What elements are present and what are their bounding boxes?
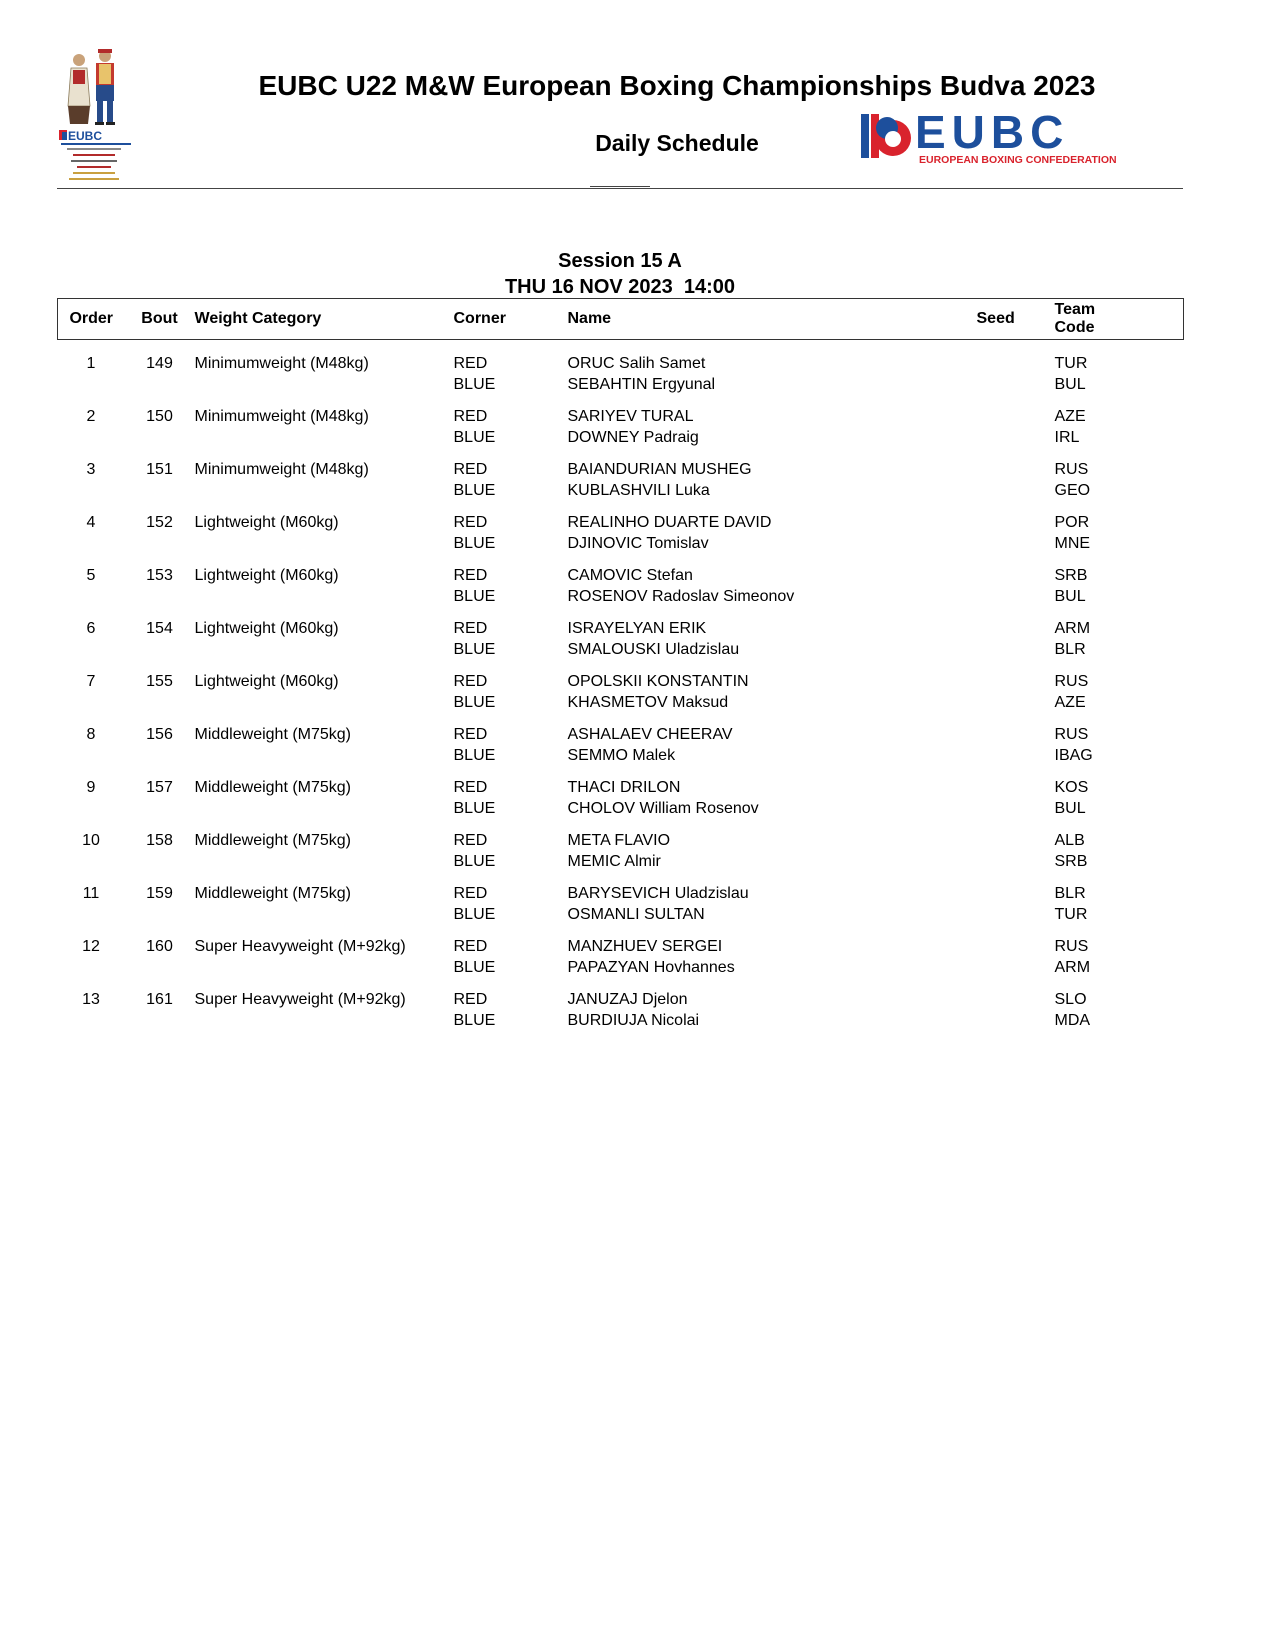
blue-corner-label: BLUE: [453, 588, 496, 605]
bout-cell: 152: [146, 514, 173, 531]
page-title: EUBC U22 M&W European Boxing Championships Budva 2023: [258, 70, 1096, 101]
name-cell: [568, 989, 977, 1042]
order-cell: 12: [82, 938, 100, 955]
blue-team-code: AZE: [1054, 694, 1086, 711]
blue-team-code: ARM: [1054, 959, 1091, 976]
corner-cell: [454, 512, 568, 565]
red-boxer-name: BAIANDURIAN MUSHEG: [567, 461, 752, 478]
order-cell: 1: [86, 355, 96, 372]
red-team-code: RUS: [1054, 461, 1089, 478]
order-cell: 6: [86, 620, 96, 637]
red-corner-label: RED: [453, 673, 488, 690]
weight-category-cell: Super Heavyweight (M+92kg): [194, 938, 406, 955]
column-header-team-line2: Code: [1054, 319, 1095, 336]
seed-cell: [977, 724, 1055, 777]
order-cell: 9: [86, 779, 96, 796]
blue-team-code: SRB: [1054, 853, 1088, 870]
red-team-code: ALB: [1054, 832, 1085, 849]
red-boxer-name: JANUZAJ Djelon: [567, 991, 688, 1008]
table-row: [58, 618, 1184, 671]
header-divider: [57, 188, 1183, 189]
column-header-team-code: [1055, 299, 1184, 340]
blue-boxer-name: DJINOVIC Tomislav: [567, 535, 709, 552]
seed-cell: [977, 406, 1055, 459]
column-header-order: Order: [58, 299, 125, 340]
column-header-seed: Seed: [977, 299, 1055, 340]
name-cell: [568, 565, 977, 618]
red-boxer-name: ORUC Salih Samet: [567, 355, 706, 372]
seed-cell: [977, 512, 1055, 565]
order-cell: 13: [82, 991, 100, 1008]
team-code-cell: [1055, 777, 1184, 830]
bout-cell: 161: [146, 991, 173, 1008]
corner-cell: [454, 883, 568, 936]
bout-cell: 151: [146, 461, 173, 478]
seed-cell: [977, 777, 1055, 830]
team-code-cell: [1055, 883, 1184, 936]
table-row: [58, 671, 1184, 724]
table-spacer: [58, 340, 1184, 354]
blue-corner-label: BLUE: [453, 694, 496, 711]
table-row: [58, 565, 1184, 618]
seed-cell: [977, 459, 1055, 512]
team-code-cell: [1055, 989, 1184, 1042]
table-row: [58, 459, 1184, 512]
red-boxer-name: THACI DRILON: [567, 779, 681, 796]
team-code-cell: [1055, 512, 1184, 565]
table-row: [58, 406, 1184, 459]
weight-category-cell: Minimumweight (M48kg): [194, 355, 369, 372]
eubc-logo-tagline: EUROPEAN BOXING CONFEDERATION: [919, 154, 1117, 166]
order-cell: 4: [86, 514, 96, 531]
team-code-cell: [1055, 936, 1184, 989]
name-cell: [568, 830, 977, 883]
seed-cell: [977, 883, 1055, 936]
column-header-name: Name: [568, 299, 977, 340]
order-cell: 8: [86, 726, 96, 743]
corner-cell: [454, 459, 568, 512]
name-cell: [568, 406, 977, 459]
corner-cell: [454, 565, 568, 618]
red-team-code: RUS: [1054, 938, 1089, 955]
corner-cell: [454, 936, 568, 989]
red-boxer-name: MANZHUEV SERGEI: [567, 938, 723, 955]
order-cell: 3: [86, 461, 96, 478]
name-cell: [568, 777, 977, 830]
team-code-cell: [1055, 830, 1184, 883]
bout-cell: 149: [146, 355, 173, 372]
red-boxer-name: ISRAYELYAN ERIK: [567, 620, 707, 637]
corner-cell: [454, 618, 568, 671]
red-corner-label: RED: [453, 514, 488, 531]
blue-team-code: BLR: [1054, 641, 1086, 658]
weight-category-cell: Middleweight (M75kg): [194, 779, 352, 796]
red-corner-label: RED: [453, 567, 488, 584]
blue-team-code: MNE: [1054, 535, 1091, 552]
corner-cell: [454, 830, 568, 883]
name-cell: [568, 671, 977, 724]
bout-cell: 159: [146, 885, 173, 902]
page-subtitle: Daily Schedule: [595, 130, 759, 156]
blue-team-code: IRL: [1054, 429, 1080, 446]
order-cell: 2: [86, 408, 96, 425]
red-corner-label: RED: [453, 461, 488, 478]
column-header-weight-category: Weight Category: [195, 299, 454, 340]
blue-boxer-name: CHOLOV William Rosenov: [567, 800, 759, 817]
red-team-code: POR: [1054, 514, 1090, 531]
red-boxer-name: BARYSEVICH Uladzislau: [567, 885, 749, 902]
corner-cell: [454, 671, 568, 724]
team-code-cell: [1055, 724, 1184, 777]
blue-boxer-name: MEMIC Almir: [567, 853, 661, 870]
seed-cell: [977, 830, 1055, 883]
blue-corner-label: BLUE: [453, 641, 496, 658]
corner-cell: [454, 353, 568, 406]
order-cell: 11: [82, 885, 100, 902]
blue-boxer-name: KUBLASHVILI Luka: [567, 482, 710, 499]
table-row: [58, 777, 1184, 830]
red-corner-label: RED: [453, 408, 488, 425]
blue-team-code: BUL: [1054, 376, 1086, 393]
red-team-code: TUR: [1054, 355, 1088, 372]
weight-category-cell: Minimumweight (M48kg): [194, 408, 369, 425]
red-boxer-name: CAMOVIC Stefan: [567, 567, 693, 584]
red-boxer-name: OPOLSKII KONSTANTIN: [567, 673, 749, 690]
blue-corner-label: BLUE: [453, 376, 496, 393]
bout-cell: 154: [146, 620, 173, 637]
eubc-logo-wordmark: EUBC: [915, 108, 1070, 158]
seed-cell: [977, 618, 1055, 671]
red-corner-label: RED: [453, 620, 488, 637]
blue-boxer-name: SMALOUSKI Uladzislau: [567, 641, 740, 658]
session-heading: [57, 248, 1183, 300]
corner-cell: [454, 777, 568, 830]
seed-cell: [977, 353, 1055, 406]
blue-corner-label: BLUE: [453, 535, 496, 552]
corner-cell: [454, 989, 568, 1042]
order-cell: 5: [86, 567, 96, 584]
blue-team-code: TUR: [1054, 906, 1088, 923]
corner-cell: [454, 724, 568, 777]
red-corner-label: RED: [453, 832, 488, 849]
header-divider-tick: [590, 186, 650, 187]
seed-cell: [977, 989, 1055, 1042]
blue-corner-label: BLUE: [453, 853, 496, 870]
bout-cell: 153: [146, 567, 173, 584]
team-code-cell: [1055, 353, 1184, 406]
blue-team-code: BUL: [1054, 588, 1086, 605]
red-corner-label: RED: [453, 991, 488, 1008]
weight-category-cell: Middleweight (M75kg): [194, 885, 352, 902]
event-logo-wordmark: EUBC: [68, 129, 103, 143]
red-boxer-name: META FLAVIO: [567, 832, 671, 849]
weight-category-cell: Middleweight (M75kg): [194, 726, 352, 743]
session-datetime: THU 16 NOV 2023 14:00: [504, 276, 736, 298]
table-row: [58, 830, 1184, 883]
column-header-bout: Bout: [125, 299, 195, 340]
name-cell: [568, 936, 977, 989]
bout-cell: 160: [146, 938, 173, 955]
red-team-code: RUS: [1054, 726, 1089, 743]
weight-category-cell: Lightweight (M60kg): [194, 514, 339, 531]
red-corner-label: RED: [453, 938, 488, 955]
seed-cell: [977, 671, 1055, 724]
bout-cell: 156: [146, 726, 173, 743]
table-row: [58, 883, 1184, 936]
table-row: [58, 512, 1184, 565]
schedule-body: [58, 340, 1184, 1043]
weight-category-cell: Lightweight (M60kg): [194, 567, 339, 584]
blue-corner-label: BLUE: [453, 482, 496, 499]
blue-boxer-name: BURDIUJA Nicolai: [567, 1012, 700, 1029]
red-team-code: SLO: [1054, 991, 1087, 1008]
blue-boxer-name: ROSENOV Radoslav Simeonov: [567, 588, 795, 605]
order-cell: 10: [82, 832, 100, 849]
blue-boxer-name: KHASMETOV Maksud: [567, 694, 729, 711]
blue-team-code: BUL: [1054, 800, 1086, 817]
name-cell: [568, 724, 977, 777]
red-team-code: KOS: [1054, 779, 1089, 796]
bout-cell: 157: [146, 779, 173, 796]
red-team-code: ARM: [1054, 620, 1091, 637]
weight-category-cell: Super Heavyweight (M+92kg): [194, 991, 406, 1008]
table-row: [58, 724, 1184, 777]
bout-cell: 150: [146, 408, 173, 425]
blue-corner-label: BLUE: [453, 429, 496, 446]
schedule-table: [57, 298, 1184, 1042]
name-cell: [568, 883, 977, 936]
weight-category-cell: Lightweight (M60kg): [194, 673, 339, 690]
blue-boxer-name: DOWNEY Padraig: [567, 429, 699, 446]
blue-corner-label: BLUE: [453, 747, 496, 764]
blue-boxer-name: SEMMO Malek: [567, 747, 676, 764]
column-header-corner: Corner: [454, 299, 568, 340]
event-logo: [57, 46, 139, 186]
name-cell: [568, 618, 977, 671]
red-team-code: AZE: [1054, 408, 1086, 425]
session-name: Session 15 A: [558, 250, 682, 272]
table-row: [58, 989, 1184, 1042]
bout-cell: 158: [146, 832, 173, 849]
table-row: [58, 353, 1184, 406]
corner-cell: [454, 406, 568, 459]
red-boxer-name: ASHALAEV CHEERAV: [567, 726, 733, 743]
eubc-logo: [857, 108, 1183, 166]
red-boxer-name: SARIYEV TURAL: [567, 408, 694, 425]
team-code-cell: [1055, 459, 1184, 512]
team-code-cell: [1055, 671, 1184, 724]
weight-category-cell: Minimumweight (M48kg): [194, 461, 369, 478]
blue-boxer-name: SEBAHTIN Ergyunal: [567, 376, 716, 393]
red-corner-label: RED: [453, 726, 488, 743]
seed-cell: [977, 936, 1055, 989]
column-header-team-line1: Team: [1054, 301, 1096, 318]
blue-team-code: GEO: [1054, 482, 1091, 499]
order-cell: 7: [86, 673, 96, 690]
red-corner-label: RED: [453, 885, 488, 902]
blue-corner-label: BLUE: [453, 800, 496, 817]
red-corner-label: RED: [453, 779, 488, 796]
blue-corner-label: BLUE: [453, 906, 496, 923]
weight-category-cell: Lightweight (M60kg): [194, 620, 339, 637]
team-code-cell: [1055, 406, 1184, 459]
blue-boxer-name: PAPAZYAN Hovhannes: [567, 959, 735, 976]
bout-cell: 155: [146, 673, 173, 690]
seed-cell: [977, 565, 1055, 618]
name-cell: [568, 512, 977, 565]
table-row: [58, 936, 1184, 989]
team-code-cell: [1055, 565, 1184, 618]
red-corner-label: RED: [453, 355, 488, 372]
table-header-row: [58, 299, 1184, 340]
blue-boxer-name: OSMANLI SULTAN: [567, 906, 705, 923]
blue-team-code: IBAG: [1054, 747, 1093, 764]
blue-corner-label: BLUE: [453, 1012, 496, 1029]
blue-corner-label: BLUE: [453, 959, 496, 976]
blue-team-code: MDA: [1054, 1012, 1091, 1029]
page-header: [57, 38, 1183, 190]
name-cell: [568, 459, 977, 512]
red-team-code: SRB: [1054, 567, 1088, 584]
team-code-cell: [1055, 618, 1184, 671]
name-cell: [568, 353, 977, 406]
weight-category-cell: Middleweight (M75kg): [194, 832, 352, 849]
red-team-code: BLR: [1054, 885, 1086, 902]
red-team-code: RUS: [1054, 673, 1089, 690]
red-boxer-name: REALINHO DUARTE DAVID: [567, 514, 772, 531]
